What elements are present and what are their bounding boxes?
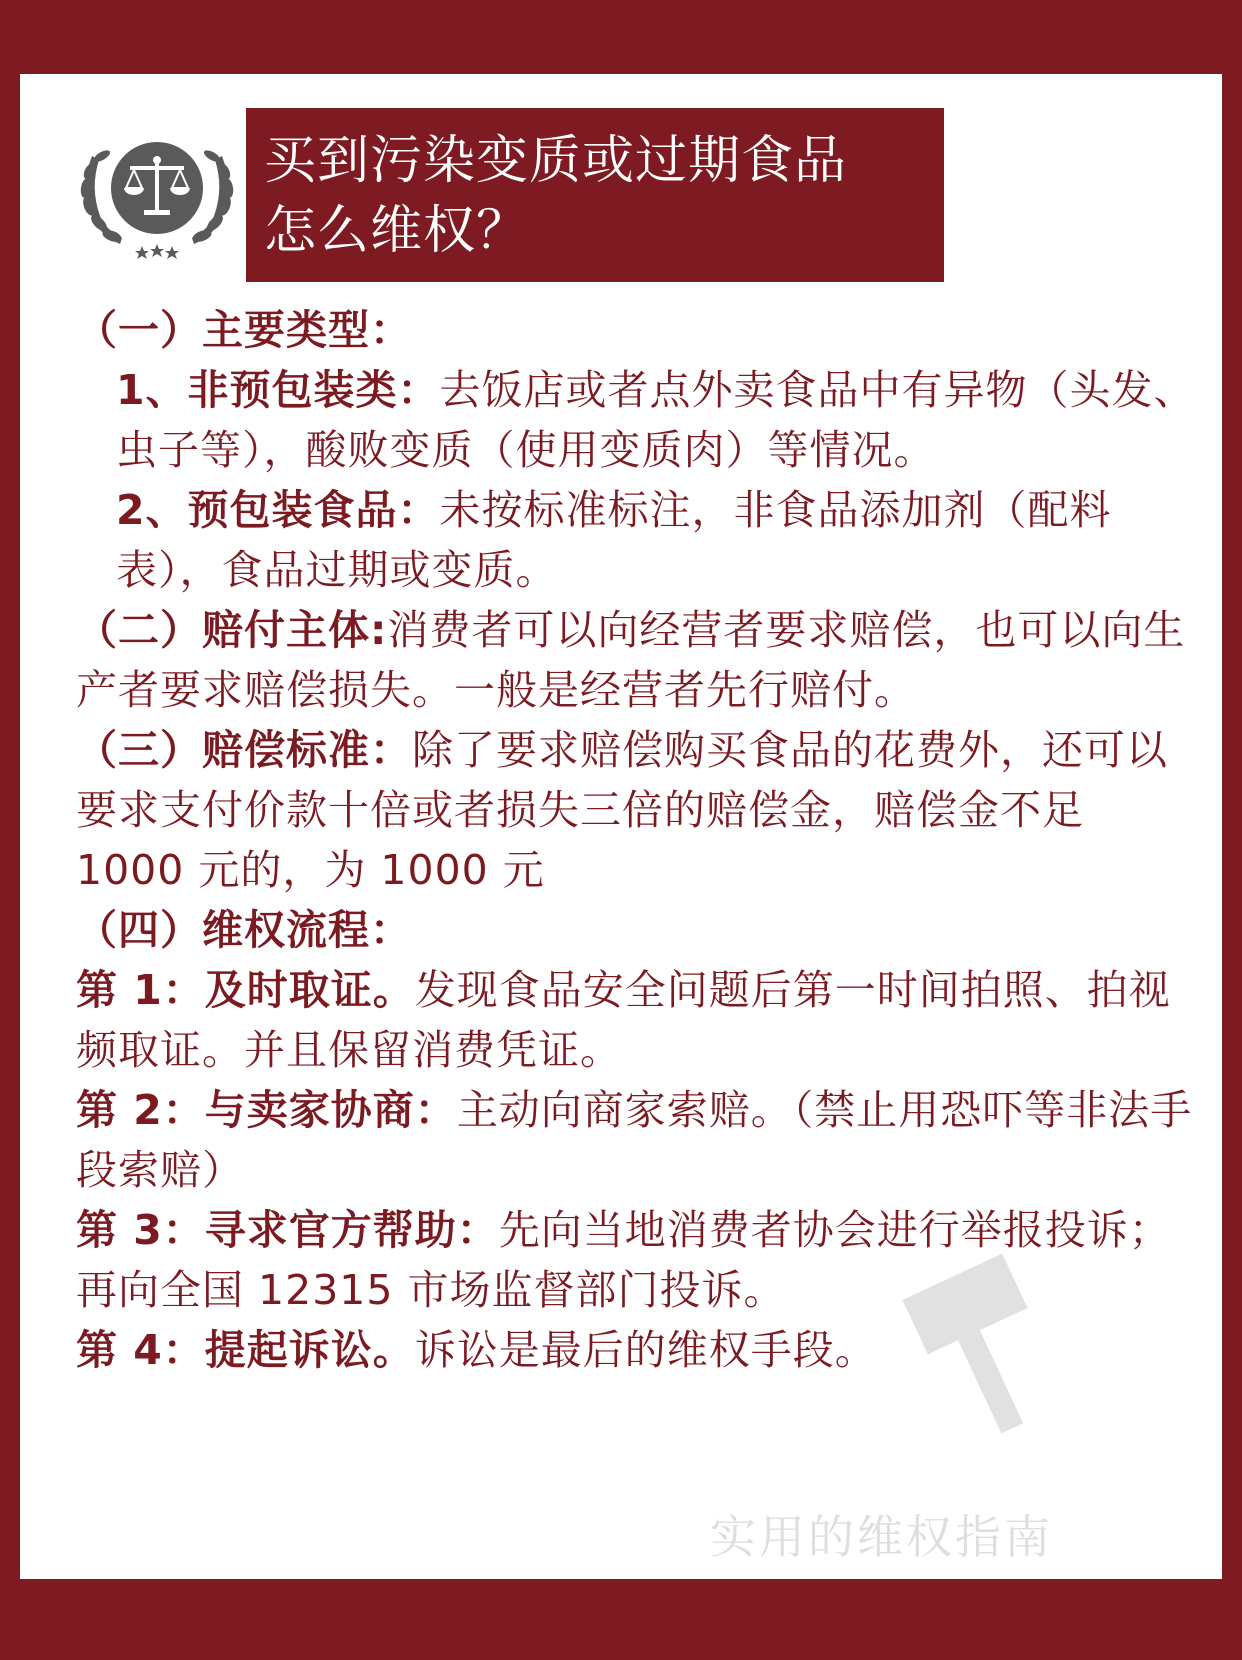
section-heading-payer: （二）赔付主体: xyxy=(76,606,388,654)
content-card xyxy=(20,74,1222,1579)
type1-label: 1、非预包装类： xyxy=(116,366,440,414)
title-banner xyxy=(246,108,944,282)
type1-paragraph xyxy=(76,360,1196,480)
type2-label: 2、预包装食品： xyxy=(116,486,440,534)
standard-paragraph xyxy=(76,720,1196,900)
step4-paragraph xyxy=(76,1320,1196,1380)
step1-label: 第 1：及时取证。 xyxy=(76,966,415,1014)
section-heading-types: （一）主要类型： xyxy=(76,306,412,354)
step2-text: 主动向商家索赔。（禁止用恐吓等非法手段索赔） xyxy=(76,1086,1193,1194)
type2-text: 未按标准标注，非食品添加剂（配料表），食品过期或变质。 xyxy=(116,486,1112,594)
step3-paragraph xyxy=(76,1200,1196,1320)
article-body xyxy=(76,300,1196,1380)
step2-paragraph xyxy=(76,1080,1196,1200)
step1-text: 发现食品安全问题后第一时间拍照、拍视频取证。并且保留消费凭证。 xyxy=(76,966,1171,1074)
step3-text: 先向当地消费者协会进行举报投诉；再向全国 12315 市场监督部门投诉。 xyxy=(76,1206,1171,1314)
scales-of-justice-logo-icon xyxy=(72,116,242,261)
type2-paragraph xyxy=(76,480,1196,600)
step4-text: 诉讼是最后的维权手段。 xyxy=(414,1326,877,1374)
step4-label: 第 4：提起诉讼。 xyxy=(76,1326,415,1374)
type1-text: 去饭店或者点外卖食品中有异物（头发、虫子等），酸败变质（使用变质肉）等情况。 xyxy=(116,366,1196,474)
watermark-text: 实用的维权指南 xyxy=(710,1510,1053,1564)
payer-paragraph xyxy=(76,600,1196,720)
page-title-line2: 怎么维权？ xyxy=(264,201,530,261)
payer-text: 消费者可以向经营者要求赔偿，也可以向生产者要求赔偿损失。一般是经营者先行赔付。 xyxy=(76,606,1186,714)
standard-text: 除了要求赔偿购买食品的花费外，还可以要求支付价款十倍或者损失三倍的赔偿金，赔偿金不足 1000 元的，为 1000 元 xyxy=(76,726,1168,894)
section-heading-process: （四）维权流程： xyxy=(76,906,412,954)
step2-label: 第 2：与卖家协商： xyxy=(76,1086,457,1134)
step1-paragraph xyxy=(76,960,1196,1080)
section-heading-standard: （三）赔偿标准： xyxy=(76,726,412,774)
step3-label: 第 3：寻求官方帮助： xyxy=(76,1206,499,1254)
page-title-line1: 买到污染变质或过期食品 xyxy=(264,131,848,191)
